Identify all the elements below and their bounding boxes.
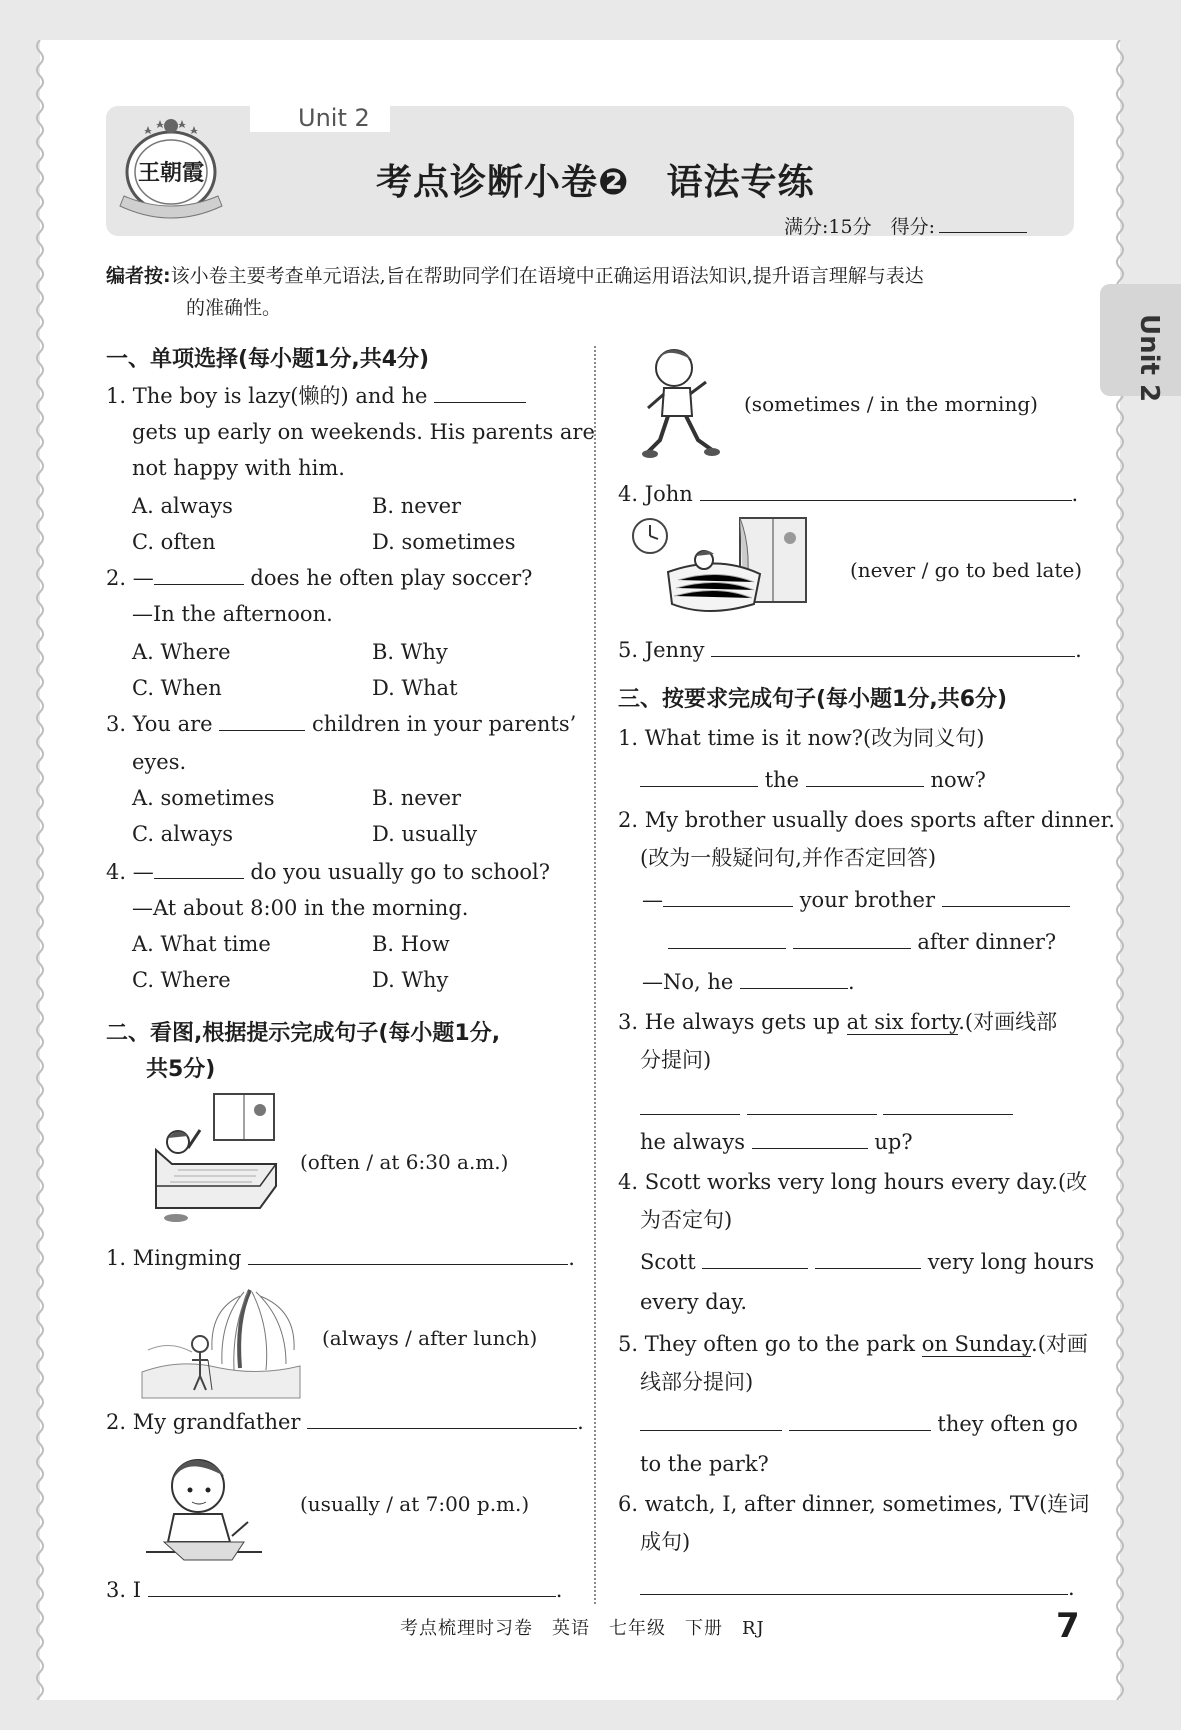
s2-hint-2: (always / after lunch) bbox=[322, 1326, 538, 1350]
editor-note-line2: 的准确性。 bbox=[186, 297, 282, 319]
s2-q1: 1. Mingming . bbox=[106, 1240, 575, 1276]
section1-title: 一、单项选择(每小题1分,共4分) bbox=[106, 347, 430, 372]
s3-q2-line3: — your brother bbox=[642, 882, 1070, 918]
unit-label: Unit 2 bbox=[298, 104, 370, 132]
s3-q3-line4: he always up? bbox=[640, 1124, 913, 1160]
s3-q3-line3 bbox=[640, 1090, 1013, 1126]
s3-q5-line1: 5. They often go to the park on Sunday.(对画 bbox=[618, 1332, 1088, 1356]
s1-q2-option-d[interactable]: D. What bbox=[372, 676, 458, 700]
score-label: 满分:15分 得分: bbox=[784, 216, 935, 238]
s3-q3-blank2[interactable] bbox=[747, 1090, 877, 1115]
s3-q4-blank1[interactable] bbox=[702, 1244, 808, 1269]
s1-q3-line2: eyes. bbox=[132, 750, 187, 774]
s3-q2-blank1[interactable] bbox=[663, 882, 793, 907]
section2-title-line1: 二、看图,根据提示完成句子(每小题1分, bbox=[106, 1021, 501, 1046]
s1-q3-option-b[interactable]: B. never bbox=[372, 786, 462, 810]
s1-q2-line1: 2. — does he often play soccer? bbox=[106, 560, 532, 596]
s2-q1-blank[interactable] bbox=[248, 1240, 568, 1265]
editor-note-label: 编者按: bbox=[106, 265, 171, 287]
s3-q5-line3: they often go bbox=[640, 1406, 1078, 1442]
s3-q4-line3: Scott very long hours bbox=[640, 1244, 1094, 1280]
s1-q1-option-a[interactable]: A. always bbox=[132, 494, 233, 518]
s1-q2-blank[interactable] bbox=[154, 560, 244, 585]
s1-q4-blank[interactable] bbox=[154, 854, 244, 879]
logo-text: 王朝霞 bbox=[137, 160, 205, 186]
picture-boy-homework bbox=[144, 1448, 266, 1564]
wangzhaoxia-logo bbox=[110, 112, 232, 222]
s1-q1-line2: gets up early on weekends. His parents are bbox=[132, 420, 595, 444]
left-wavy-border bbox=[33, 40, 47, 1700]
s1-q2-option-c[interactable]: C. When bbox=[132, 676, 222, 700]
s1-q3-option-d[interactable]: D. usually bbox=[372, 822, 478, 846]
s1-q1-line1: 1. The boy is lazy(懒的) and he bbox=[106, 378, 526, 414]
column-divider bbox=[594, 346, 596, 1604]
s3-q3-blank4[interactable] bbox=[752, 1124, 868, 1149]
s3-q6-line3: . bbox=[640, 1570, 1075, 1606]
editor-note-line1: 该小卷主要考查单元语法,旨在帮助同学们在语境中正确运用语法知识,提升语言理解与表达 bbox=[170, 265, 924, 287]
s3-q6-blank[interactable] bbox=[640, 1570, 1068, 1595]
footer-text: 考点梳理时习卷 英语 七年级 下册 RJ bbox=[400, 1618, 765, 1639]
paper-title: 考点诊断小卷❷ 语法专练 bbox=[376, 162, 815, 203]
s2-q4: 4. John . bbox=[618, 476, 1078, 512]
s1-q1-blank[interactable] bbox=[434, 378, 526, 403]
s2-hint-5: (never / go to bed late) bbox=[850, 558, 1083, 582]
s3-q2-line2: (改为一般疑问句,并作否定回答) bbox=[640, 846, 937, 870]
underlined-phrase: at six forty bbox=[846, 1010, 959, 1034]
s2-q3-blank[interactable] bbox=[148, 1572, 556, 1597]
s3-q5-line2: 线部分提问) bbox=[640, 1370, 754, 1394]
s1-q3-option-c[interactable]: C. always bbox=[132, 822, 234, 846]
s3-q5-blank2[interactable] bbox=[789, 1406, 931, 1431]
s3-q3-blank1[interactable] bbox=[640, 1090, 740, 1115]
section3-title: 三、按要求完成句子(每小题1分,共6分) bbox=[618, 687, 1008, 712]
s3-q5-blank1[interactable] bbox=[640, 1406, 782, 1431]
s2-hint-1: (often / at 6:30 a.m.) bbox=[300, 1150, 509, 1174]
s1-q2-option-a[interactable]: A. Where bbox=[132, 640, 231, 664]
s3-q4-blank2[interactable] bbox=[815, 1244, 921, 1269]
s3-q3-line2: 分提问) bbox=[640, 1048, 712, 1072]
s1-q4-line2: —At about 8:00 in the morning. bbox=[132, 896, 469, 920]
s1-q3-option-a[interactable]: A. sometimes bbox=[132, 786, 275, 810]
underlined-phrase: on Sunday bbox=[921, 1332, 1032, 1356]
s1-q2-line2: —In the afternoon. bbox=[132, 602, 333, 626]
s1-q4-option-a[interactable]: A. What time bbox=[132, 932, 271, 956]
s2-q5-blank[interactable] bbox=[711, 632, 1075, 657]
picture-grandfather-walk bbox=[140, 1280, 304, 1400]
s3-q1-blank1[interactable] bbox=[640, 762, 758, 787]
s3-q2-line4: after dinner? bbox=[668, 924, 1056, 960]
picture-boy-running bbox=[640, 342, 726, 464]
s3-q1-line2: the now? bbox=[640, 762, 986, 798]
page-number: 7 bbox=[1056, 1606, 1080, 1646]
s1-q4-option-b[interactable]: B. How bbox=[372, 932, 450, 956]
s1-q3-line1: 3. You are children in your parents’ bbox=[106, 706, 576, 742]
side-unit-label: Unit 2 bbox=[1134, 314, 1164, 403]
picture-boy-getting-up bbox=[148, 1090, 288, 1226]
s2-q2: 2. My grandfather . bbox=[106, 1404, 584, 1440]
s3-q1-blank2[interactable] bbox=[806, 762, 924, 787]
s3-q4-line4: every day. bbox=[640, 1290, 748, 1314]
s1-q4-line1: 4. — do you usually go to school? bbox=[106, 854, 550, 890]
s3-q4-line2: 为否定句) bbox=[640, 1208, 733, 1232]
s3-q3-line1: 3. He always gets up at six forty.(对画线部 bbox=[618, 1010, 1058, 1034]
s3-q2-blank3[interactable] bbox=[668, 924, 786, 949]
s3-q6-line2: 成句) bbox=[640, 1530, 691, 1554]
s1-q2-option-b[interactable]: B. Why bbox=[372, 640, 448, 664]
score-line bbox=[784, 212, 1027, 239]
s1-q4-option-d[interactable]: D. Why bbox=[372, 968, 449, 992]
s3-q4-line1: 4. Scott works very long hours every day.(改 bbox=[618, 1170, 1088, 1194]
s3-q2-line5: —No, he . bbox=[642, 964, 855, 1000]
s3-q2-blank4[interactable] bbox=[793, 924, 911, 949]
section2-title-line2: 共5分) bbox=[146, 1057, 216, 1082]
score-blank[interactable] bbox=[939, 232, 1027, 233]
s2-q3: 3. I . bbox=[106, 1572, 562, 1608]
editor-note bbox=[106, 260, 924, 292]
s2-q5: 5. Jenny . bbox=[618, 632, 1082, 668]
s1-q1-line3: not happy with him. bbox=[132, 456, 345, 480]
s1-q1-option-c[interactable]: C. often bbox=[132, 530, 216, 554]
s2-hint-4: (sometimes / in the morning) bbox=[744, 392, 1038, 416]
s2-q2-blank[interactable] bbox=[307, 1404, 577, 1429]
side-unit-tab bbox=[1100, 284, 1181, 403]
s1-q1-option-d[interactable]: D. sometimes bbox=[372, 530, 516, 554]
s1-q4-option-c[interactable]: C. Where bbox=[132, 968, 231, 992]
picture-girl-bed-night bbox=[628, 514, 812, 620]
s1-q1-option-b[interactable]: B. never bbox=[372, 494, 462, 518]
s2-q4-blank[interactable] bbox=[700, 476, 1072, 501]
s3-q3-blank3[interactable] bbox=[883, 1090, 1013, 1115]
s3-q5-line4: to the park? bbox=[640, 1452, 769, 1476]
s2-hint-3: (usually / at 7:00 p.m.) bbox=[300, 1492, 530, 1516]
s1-q3-blank[interactable] bbox=[219, 706, 305, 731]
s3-q6-line1: 6. watch, I, after dinner, sometimes, TV(连词 bbox=[618, 1492, 1090, 1516]
s3-q2-blank5[interactable] bbox=[740, 964, 848, 989]
s3-q2-blank2[interactable] bbox=[942, 882, 1070, 907]
s3-q2-line1: 2. My brother usually does sports after dinner. bbox=[618, 808, 1115, 832]
s3-q1-line1: 1. What time is it now?(改为同义句) bbox=[618, 726, 985, 750]
